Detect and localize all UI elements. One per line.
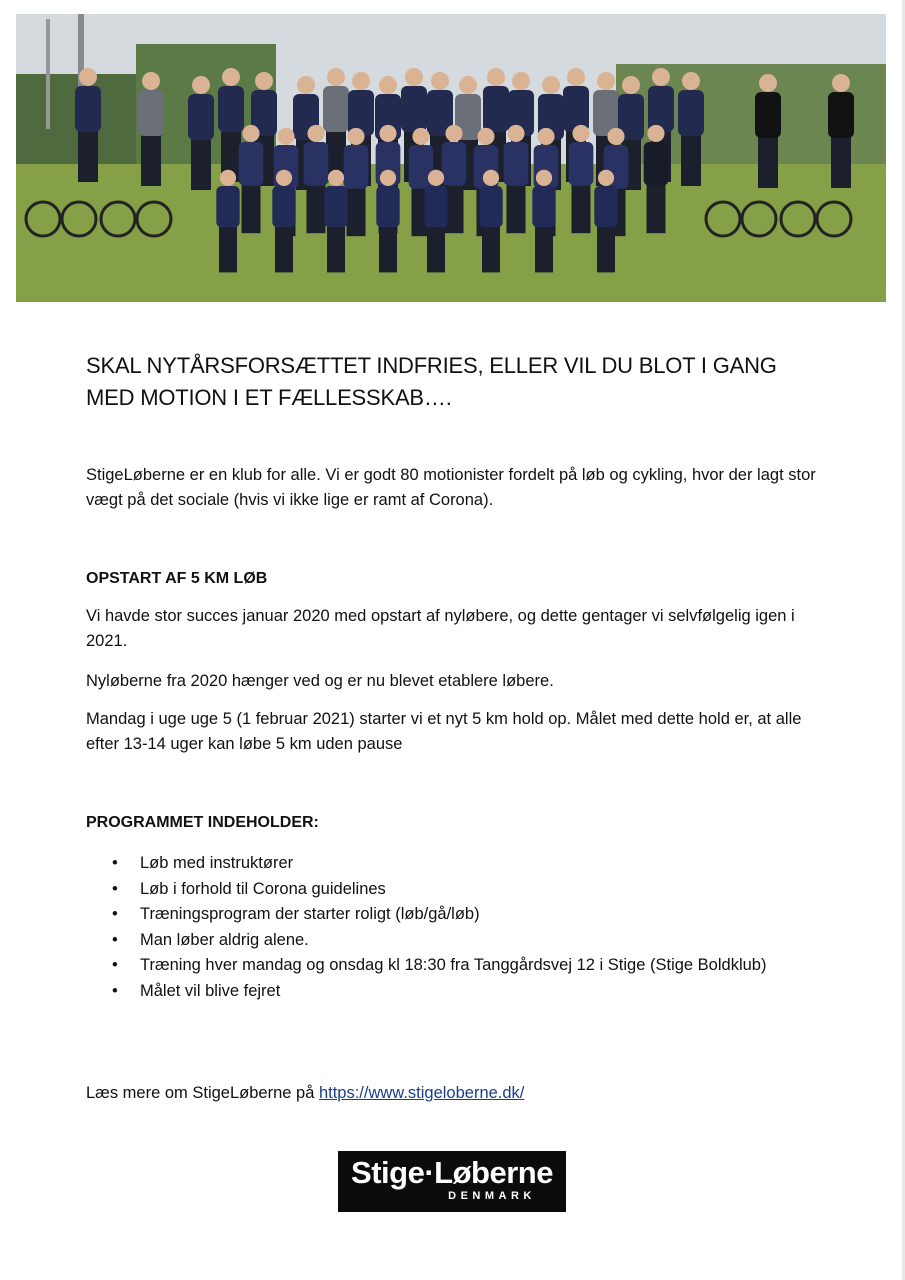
program-list: [86, 851, 786, 1004]
list-item-text: Målet vil blive fejret: [140, 981, 281, 1000]
list-item: [86, 953, 786, 978]
bullet-icon: •: [112, 905, 118, 923]
group-photo-icon: [16, 14, 886, 302]
footer-paragraph: [86, 1081, 816, 1106]
section2-title: PROGRAMMET INDEHOLDER:: [86, 814, 319, 831]
section1-paragraph-3: Mandag i uge uge 5 (1 februar 2021) starter vi et nyt 5 km hold op. Målet med dette hold er, at alle efter 13-14 uger kan løbe 5 km uden pause: [86, 710, 802, 753]
bullet-icon: •: [112, 854, 118, 872]
bullet-icon: •: [112, 956, 118, 974]
list-item: [86, 928, 786, 953]
list-item-text: Man løber aldrig alene.: [140, 930, 309, 949]
bullet-icon: •: [112, 879, 118, 898]
logo-subtitle: DENMARK: [448, 1190, 536, 1202]
footer-text: Læs mere om StigeLøberne på: [86, 1084, 319, 1102]
logo-wordmark: Stige·Løberne: [351, 1155, 553, 1190]
group-photo: [16, 14, 886, 302]
club-logo: [338, 1151, 566, 1212]
list-item: [86, 851, 786, 876]
bullet-icon: •: [112, 981, 118, 1000]
list-item: [86, 979, 786, 1004]
page-headline: SKAL NYTÅRSFORSÆTTET INDFRIES, ELLER VIL DU BLOT I GANG MED MOTION I ET FÆLLESSKAB….: [86, 353, 777, 410]
list-item-text: Træning hver mandag og onsdag kl 18:30 fra Tanggårdsvej 12 i Stige (Stige Boldklub): [140, 956, 767, 974]
intro-paragraph: StigeLøberne er en klub for alle. Vi er godt 80 motionister fordelt på løb og cykling, hvor der lagt stor vægt på det sociale (hvis vi ikke lige er ramt af Corona).: [86, 466, 816, 509]
section1-paragraph-1: Vi havde stor succes januar 2020 med opstart af nyløbere, og dette gentager vi selvfølgelig igen i 2021.: [86, 607, 795, 650]
section1-title: OPSTART AF 5 KM LØB: [86, 570, 268, 587]
website-link[interactable]: https://www.stigeloberne.dk/: [318, 1084, 525, 1102]
section1-paragraph-2: Nyløberne fra 2020 hænger ved og er nu blevet etablere løbere.: [86, 672, 554, 690]
list-item: [86, 902, 786, 927]
bullet-icon: •: [112, 930, 118, 949]
list-item-text: Løb med instruktører: [140, 854, 294, 872]
list-item: [86, 877, 786, 902]
list-item-text: Træningsprogram der starter roligt (løb/gå/løb): [140, 905, 480, 923]
list-item-text: Løb i forhold til Corona guidelines: [140, 879, 386, 898]
